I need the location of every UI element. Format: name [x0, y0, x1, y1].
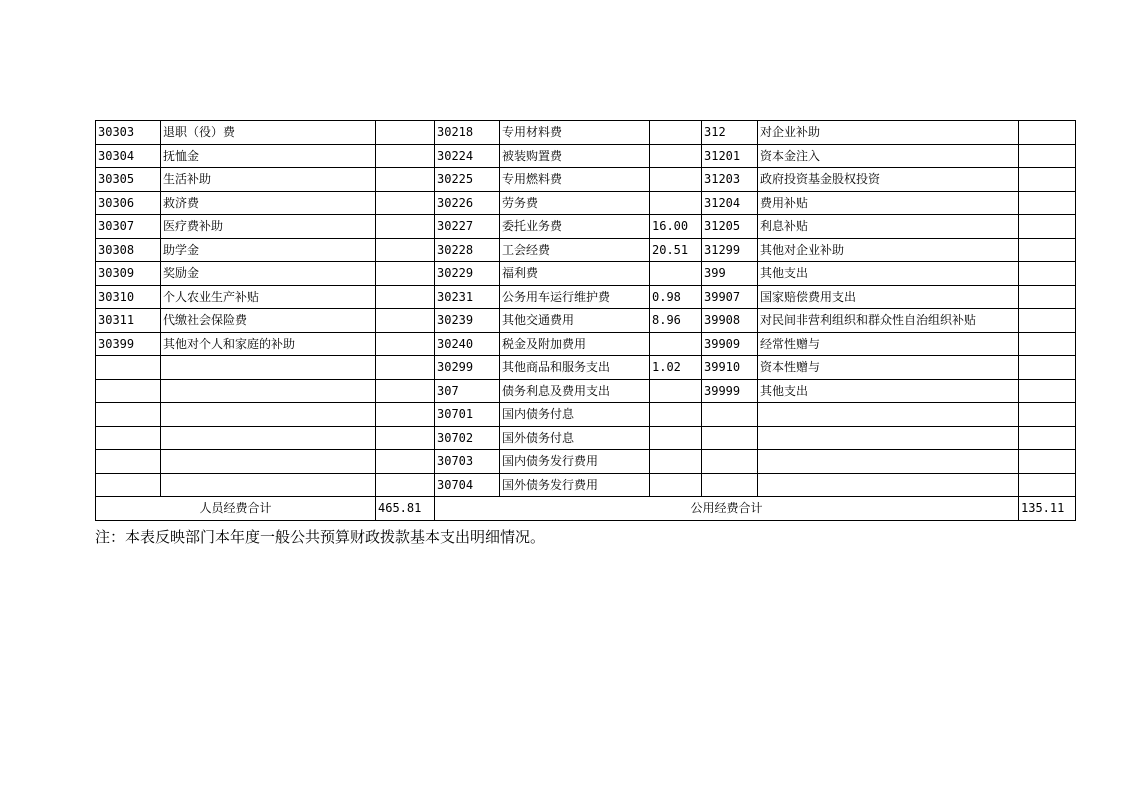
public-code-cell: 30231 — [435, 285, 500, 309]
public-code-cell: 30227 — [435, 215, 500, 239]
personnel-code-cell: 30399 — [96, 332, 161, 356]
public-amount-cell — [650, 473, 702, 497]
table-row — [96, 309, 1076, 333]
other-code-cell — [702, 473, 758, 497]
public-item-cell: 福利费 — [500, 262, 650, 286]
other-amount-cell — [1019, 332, 1076, 356]
other-item-cell: 其他支出 — [758, 262, 1019, 286]
other-code-cell: 39910 — [702, 356, 758, 380]
public-code-cell: 30226 — [435, 191, 500, 215]
other-code-cell: 31299 — [702, 238, 758, 262]
table-row — [96, 473, 1076, 497]
table-row — [96, 356, 1076, 380]
other-item-cell: 对民间非营利组织和群众性自治组织补贴 — [758, 309, 1019, 333]
public-code-cell: 30701 — [435, 403, 500, 427]
other-amount-cell — [1019, 144, 1076, 168]
personnel-code-cell: 30308 — [96, 238, 161, 262]
personnel-amount-cell — [376, 356, 435, 380]
personnel-code-cell: 30307 — [96, 215, 161, 239]
public-item-cell: 工会经费 — [500, 238, 650, 262]
public-item-cell: 债务利息及费用支出 — [500, 379, 650, 403]
personnel-code-cell: 30304 — [96, 144, 161, 168]
other-item-cell: 资本金注入 — [758, 144, 1019, 168]
personnel-item-cell: 救济费 — [161, 191, 376, 215]
table-row — [96, 121, 1076, 145]
personnel-amount-cell — [376, 332, 435, 356]
other-amount-cell — [1019, 121, 1076, 145]
public-total-label: 公用经费合计 — [435, 497, 1019, 521]
public-amount-cell — [650, 426, 702, 450]
other-amount-cell — [1019, 450, 1076, 474]
public-amount-cell: 0.98 — [650, 285, 702, 309]
public-amount-cell: 1.02 — [650, 356, 702, 380]
public-item-cell: 税金及附加费用 — [500, 332, 650, 356]
other-item-cell — [758, 403, 1019, 427]
personnel-code-cell — [96, 379, 161, 403]
personnel-item-cell — [161, 426, 376, 450]
personnel-code-cell — [96, 403, 161, 427]
public-item-cell: 其他交通费用 — [500, 309, 650, 333]
public-item-cell: 国内债务发行费用 — [500, 450, 650, 474]
other-code-cell: 39908 — [702, 309, 758, 333]
personnel-amount-cell — [376, 168, 435, 192]
public-code-cell: 30224 — [435, 144, 500, 168]
other-item-cell: 国家赔偿费用支出 — [758, 285, 1019, 309]
other-code-cell: 39909 — [702, 332, 758, 356]
other-code-cell — [702, 450, 758, 474]
public-item-cell: 专用燃料费 — [500, 168, 650, 192]
other-code-cell: 399 — [702, 262, 758, 286]
table-row — [96, 262, 1076, 286]
public-item-cell: 国内债务付息 — [500, 403, 650, 427]
personnel-code-cell — [96, 356, 161, 380]
other-amount-cell — [1019, 426, 1076, 450]
public-item-cell: 专用材料费 — [500, 121, 650, 145]
other-amount-cell — [1019, 309, 1076, 333]
public-amount-cell — [650, 121, 702, 145]
table-row — [96, 191, 1076, 215]
public-item-cell: 国外债务发行费用 — [500, 473, 650, 497]
personnel-amount-cell — [376, 238, 435, 262]
other-amount-cell — [1019, 285, 1076, 309]
personnel-item-cell — [161, 379, 376, 403]
public-code-cell: 30299 — [435, 356, 500, 380]
public-code-cell: 30228 — [435, 238, 500, 262]
personnel-item-cell — [161, 473, 376, 497]
personnel-item-cell: 奖励金 — [161, 262, 376, 286]
personnel-code-cell: 30310 — [96, 285, 161, 309]
other-code-cell: 31205 — [702, 215, 758, 239]
table-body — [96, 121, 1076, 497]
public-amount-cell: 8.96 — [650, 309, 702, 333]
public-item-cell: 公务用车运行维护费 — [500, 285, 650, 309]
public-amount-cell: 20.51 — [650, 238, 702, 262]
public-amount-cell — [650, 168, 702, 192]
personnel-item-cell: 生活补助 — [161, 168, 376, 192]
other-code-cell — [702, 403, 758, 427]
other-amount-cell — [1019, 215, 1076, 239]
public-code-cell: 30225 — [435, 168, 500, 192]
personnel-item-cell: 代缴社会保险费 — [161, 309, 376, 333]
other-code-cell — [702, 426, 758, 450]
table-row — [96, 285, 1076, 309]
public-code-cell: 30218 — [435, 121, 500, 145]
other-code-cell: 39907 — [702, 285, 758, 309]
personnel-code-cell: 30309 — [96, 262, 161, 286]
personnel-amount-cell — [376, 309, 435, 333]
public-item-cell: 被装购置费 — [500, 144, 650, 168]
footnote: 注：本表反映部门本年度一般公共预算财政拨款基本支出明细情况。 — [95, 528, 546, 546]
other-amount-cell — [1019, 356, 1076, 380]
table-row — [96, 215, 1076, 239]
other-item-cell: 政府投资基金股权投资 — [758, 168, 1019, 192]
other-item-cell: 对企业补助 — [758, 121, 1019, 145]
other-amount-cell — [1019, 473, 1076, 497]
personnel-code-cell: 30306 — [96, 191, 161, 215]
personnel-code-cell — [96, 450, 161, 474]
personnel-amount-cell — [376, 473, 435, 497]
public-amount-cell — [650, 191, 702, 215]
personnel-amount-cell — [376, 285, 435, 309]
other-item-cell — [758, 450, 1019, 474]
public-item-cell: 国外债务付息 — [500, 426, 650, 450]
personnel-item-cell: 抚恤金 — [161, 144, 376, 168]
other-item-cell: 经常性赠与 — [758, 332, 1019, 356]
personnel-total-label: 人员经费合计 — [96, 497, 376, 521]
other-item-cell: 资本性赠与 — [758, 356, 1019, 380]
personnel-code-cell — [96, 426, 161, 450]
personnel-code-cell: 30305 — [96, 168, 161, 192]
personnel-amount-cell — [376, 262, 435, 286]
personnel-item-cell — [161, 356, 376, 380]
public-item-cell: 劳务费 — [500, 191, 650, 215]
public-code-cell: 30239 — [435, 309, 500, 333]
other-item-cell — [758, 426, 1019, 450]
personnel-amount-cell — [376, 121, 435, 145]
other-item-cell: 其他对企业补助 — [758, 238, 1019, 262]
table-row — [96, 144, 1076, 168]
personnel-amount-cell — [376, 144, 435, 168]
personnel-total-value: 465.81 — [376, 497, 435, 521]
table-row — [96, 238, 1076, 262]
public-amount-cell — [650, 450, 702, 474]
other-amount-cell — [1019, 168, 1076, 192]
personnel-item-cell: 助学金 — [161, 238, 376, 262]
public-amount-cell — [650, 144, 702, 168]
other-code-cell: 31201 — [702, 144, 758, 168]
public-code-cell: 30702 — [435, 426, 500, 450]
other-code-cell: 312 — [702, 121, 758, 145]
public-amount-cell — [650, 403, 702, 427]
table-row — [96, 379, 1076, 403]
personnel-amount-cell — [376, 379, 435, 403]
personnel-amount-cell — [376, 215, 435, 239]
other-amount-cell — [1019, 379, 1076, 403]
other-item-cell: 费用补贴 — [758, 191, 1019, 215]
public-amount-cell — [650, 332, 702, 356]
other-amount-cell — [1019, 238, 1076, 262]
personnel-amount-cell — [376, 426, 435, 450]
table-row — [96, 332, 1076, 356]
other-item-cell — [758, 473, 1019, 497]
other-amount-cell — [1019, 403, 1076, 427]
public-amount-cell: 16.00 — [650, 215, 702, 239]
public-total-value: 135.11 — [1019, 497, 1076, 521]
personnel-item-cell — [161, 450, 376, 474]
other-code-cell: 39999 — [702, 379, 758, 403]
public-item-cell: 其他商品和服务支出 — [500, 356, 650, 380]
public-code-cell: 30229 — [435, 262, 500, 286]
personnel-code-cell: 30311 — [96, 309, 161, 333]
totals-row — [96, 497, 1076, 521]
public-amount-cell — [650, 262, 702, 286]
personnel-item-cell — [161, 403, 376, 427]
public-item-cell: 委托业务费 — [500, 215, 650, 239]
public-code-cell: 30704 — [435, 473, 500, 497]
personnel-amount-cell — [376, 191, 435, 215]
table-row — [96, 426, 1076, 450]
other-item-cell: 其他支出 — [758, 379, 1019, 403]
other-amount-cell — [1019, 191, 1076, 215]
table-row — [96, 403, 1076, 427]
personnel-code-cell: 30303 — [96, 121, 161, 145]
public-code-cell: 307 — [435, 379, 500, 403]
personnel-amount-cell — [376, 450, 435, 474]
personnel-code-cell — [96, 473, 161, 497]
personnel-item-cell: 个人农业生产补贴 — [161, 285, 376, 309]
public-amount-cell — [650, 379, 702, 403]
public-code-cell: 30703 — [435, 450, 500, 474]
other-amount-cell — [1019, 262, 1076, 286]
personnel-item-cell: 其他对个人和家庭的补助 — [161, 332, 376, 356]
personnel-amount-cell — [376, 403, 435, 427]
personnel-item-cell: 退职（役）费 — [161, 121, 376, 145]
personnel-item-cell: 医疗费补助 — [161, 215, 376, 239]
table-row — [96, 450, 1076, 474]
budget-detail-table — [95, 120, 1076, 521]
other-item-cell: 利息补贴 — [758, 215, 1019, 239]
table-row — [96, 168, 1076, 192]
other-code-cell: 31203 — [702, 168, 758, 192]
public-code-cell: 30240 — [435, 332, 500, 356]
other-code-cell: 31204 — [702, 191, 758, 215]
